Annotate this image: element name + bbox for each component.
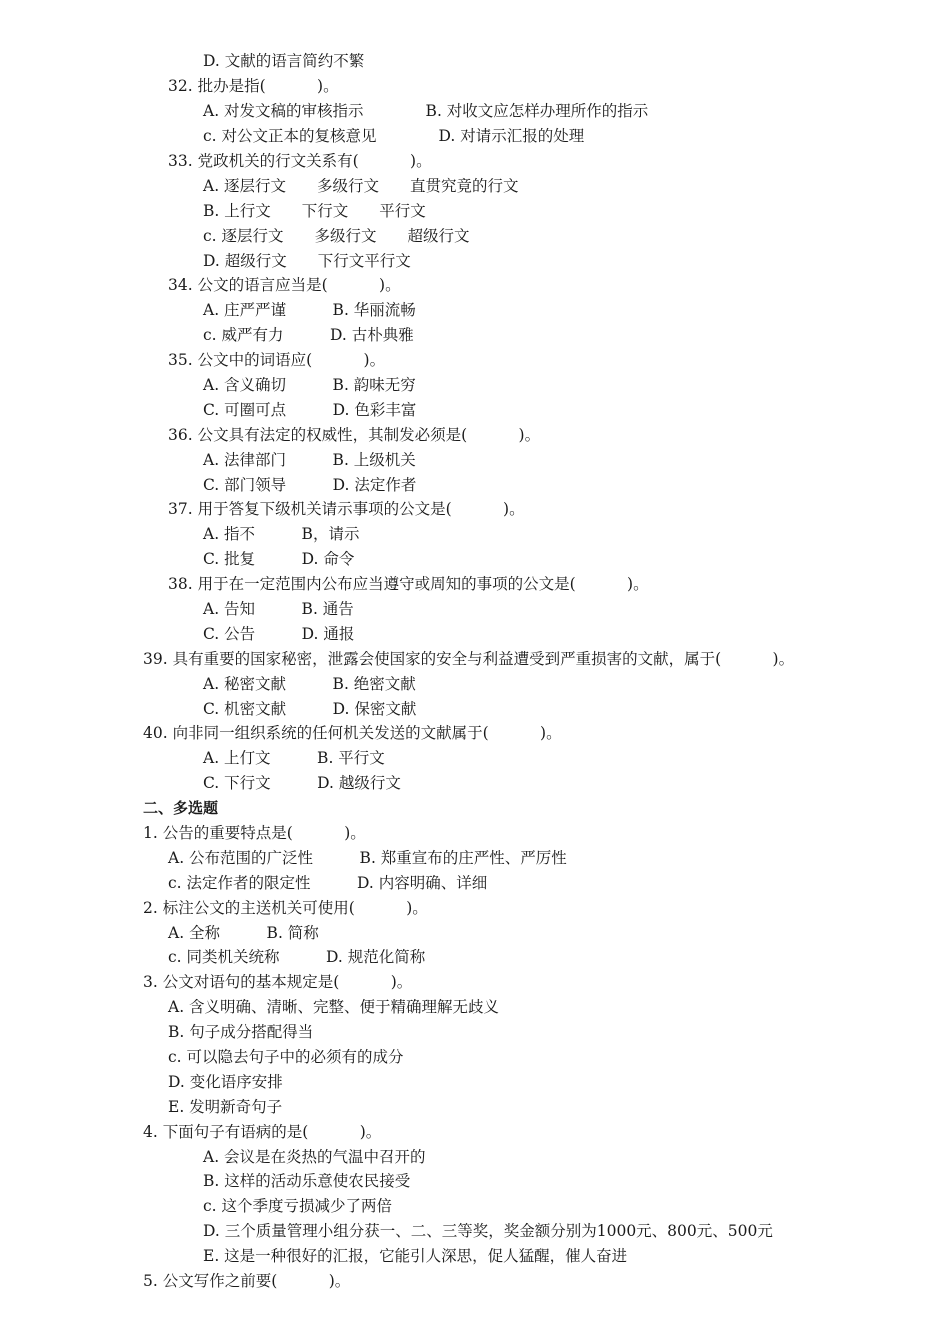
option-line: D. 文献的语言简约不繁: [203, 52, 365, 70]
option-line: B. 这样的活动乐意使农民接受: [203, 1172, 411, 1190]
option-line: A. 会议是在炎热的气温中召开的: [203, 1148, 426, 1166]
question-4: 4. 下面句子有语病的是( )。: [143, 1123, 382, 1141]
option-line: D. 变化语序安排: [168, 1073, 283, 1091]
option-line: C. 批复 D. 命令: [203, 550, 355, 568]
option-line: A. 公布范围的广泛性 B. 郑重宣布的庄严性、严厉性: [168, 849, 567, 867]
option-line: A. 上仃文 B. 平行文: [203, 749, 385, 767]
question-39: 39. 具有重要的国家秘密，泄露会使国家的安全与利益遭受到严重损害的文献，属于( )。: [143, 650, 795, 668]
option-line: c. 威严有力 D. 古朴典雅: [203, 326, 414, 344]
option-line: C. 公告 D. 通报: [203, 625, 355, 643]
question-3: 3. 公文对语句的基本规定是( )。: [143, 973, 413, 991]
option-line: B. 上行文 下行文 平行文: [203, 202, 426, 220]
option-line: C. 机密文献 D. 保密文献: [203, 700, 417, 718]
question-40: 40. 向非同一组织系统的任何机关发送的文献属于( )。: [143, 724, 562, 742]
option-line: C. 下行文 D. 越级行文: [203, 774, 401, 792]
option-line: A. 逐层行文 多级行文 直贯究竟的行文: [203, 177, 519, 195]
option-line: A. 庄严严谨 B. 华丽流畅: [203, 301, 416, 319]
option-line: A. 含义确切 B. 韵味无穷: [203, 376, 416, 394]
question-37: 37. 用于答复下级机关请示事项的公文是( )。: [168, 500, 525, 518]
option-line: C. 部门领导 D. 法定作者: [203, 476, 417, 494]
question-1: 1. 公告的重要特点是( )。: [143, 824, 366, 842]
question-35: 35. 公文中的词语应( )。: [168, 351, 386, 369]
option-line: E. 这是一种很好的汇报，它能引人深思，促人猛醒，催人奋进: [203, 1247, 628, 1265]
option-line: A. 告知 B. 通告: [203, 600, 354, 618]
option-line: B. 句子成分搭配得当: [168, 1023, 314, 1041]
question-33: 33. 党政机关的行文关系有( )。: [168, 152, 432, 170]
option-line: E. 发明新奇句子: [168, 1098, 283, 1116]
question-5: 5. 公文写作之前要( )。: [143, 1272, 351, 1290]
option-line: A. 含义明确、清晰、完整、便于精确理解无歧义: [168, 998, 500, 1016]
section-heading: 二、多选题: [143, 799, 219, 817]
question-32: 32. 批办是指( )。: [168, 77, 339, 95]
option-line: A. 全称 B. 简称: [168, 924, 319, 942]
option-line: C. 可圈可点 D. 色彩丰富: [203, 401, 417, 419]
option-line: A. 指不 B，请示: [203, 525, 360, 543]
option-line: c. 法定作者的限定性 D. 内容明确、详细: [168, 874, 488, 892]
question-38: 38. 用于在一定范围内公布应当遵守或周知的事项的公文是( )。: [168, 575, 649, 593]
question-34: 34. 公文的语言应当是( )。: [168, 276, 401, 294]
option-line: c. 逐层行文 多级行文 超级行文: [203, 227, 470, 245]
question-2: 2. 标注公文的主送机关可使用( )。: [143, 899, 428, 917]
option-line: D. 超级行文 下行文平行文: [203, 252, 411, 270]
option-line: D. 三个质量管理小组分获一、二、三等奖，奖金额分别为1000元、800元、500元: [203, 1222, 773, 1240]
option-line: c. 可以隐去句子中的必须有的成分: [168, 1048, 404, 1066]
option-line: c. 这个季度亏损减少了两倍: [203, 1197, 393, 1215]
option-line: c. 同类机关统称 D. 规范化简称: [168, 948, 426, 966]
question-36: 36. 公文具有法定的权威性，其制发必须是( )。: [168, 426, 541, 444]
option-line: A. 法律部门 B. 上级机关: [203, 451, 416, 469]
option-line: c. 对公文正本的复核意见 D. 对请示汇报的处理: [203, 127, 585, 145]
option-line: A. 秘密文献 B. 绝密文献: [203, 675, 416, 693]
option-line: A. 对发文稿的审核指示 B. 对收文应怎样办理所作的指示: [203, 102, 649, 120]
